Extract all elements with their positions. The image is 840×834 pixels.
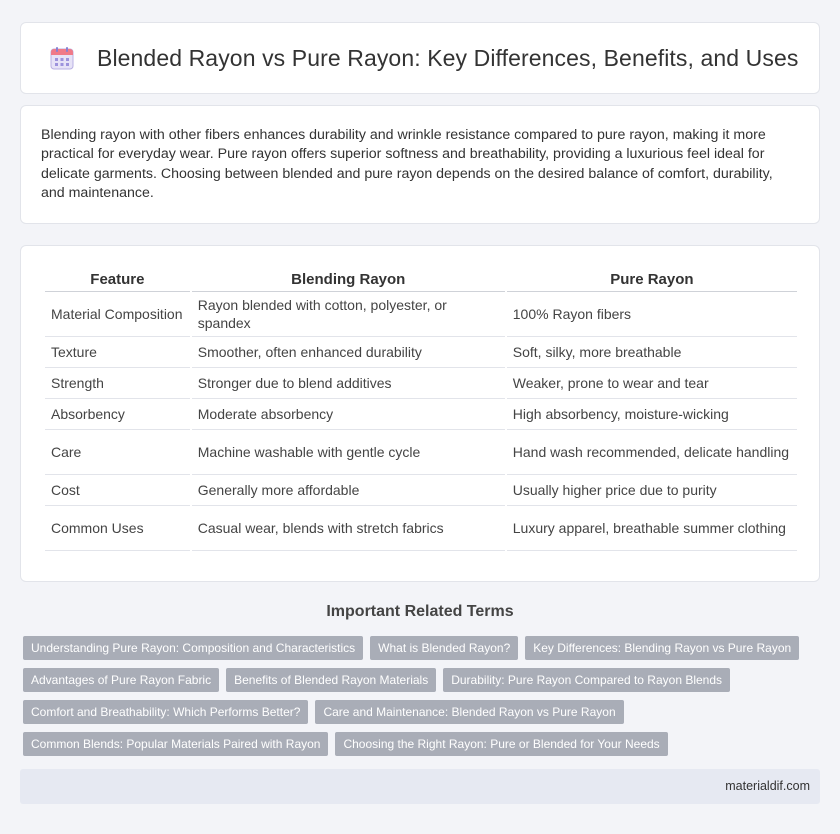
comparison-table-card: [20, 245, 820, 582]
related-term-link[interactable]: Benefits of Blended Rayon Materials: [226, 668, 436, 692]
table-row: [45, 475, 797, 506]
footer: [20, 769, 820, 804]
table-row: [45, 430, 797, 475]
related-term-link[interactable]: Comfort and Breathability: Which Performs Better?: [23, 700, 308, 724]
table-cell: Weaker, prone to wear and tear: [507, 368, 797, 399]
header-feature: Feature: [45, 266, 190, 292]
table-row: [45, 399, 797, 430]
table-row: [45, 292, 797, 337]
related-terms-title: Important Related Terms: [326, 603, 514, 620]
table-cell: Moderate absorbency: [192, 399, 505, 430]
related-term-link[interactable]: Durability: Pure Rayon Compared to Rayon Blends: [443, 668, 730, 692]
related-terms-list: [23, 636, 803, 764]
footer-site-name: materialdif.com: [725, 779, 810, 793]
header-pure-rayon: Pure Rayon: [507, 266, 797, 292]
related-term-link[interactable]: Choosing the Right Rayon: Pure or Blended for Your Needs: [335, 732, 667, 756]
table-row: [45, 368, 797, 399]
page-title: Blended Rayon vs Pure Rayon: Key Differences, Benefits, and Uses: [97, 44, 799, 71]
related-term-link[interactable]: Understanding Pure Rayon: Composition and Characteristics: [23, 636, 363, 660]
related-term-link[interactable]: Key Differences: Blending Rayon vs Pure Rayon: [525, 636, 799, 660]
table-cell: Absorbency: [45, 399, 190, 430]
table-cell: Smoother, often enhanced durability: [192, 337, 505, 368]
table-cell: Material Composition: [45, 292, 190, 337]
table-cell: Luxury apparel, breathable summer clothing: [507, 506, 797, 551]
table-cell: High absorbency, moisture-wicking: [507, 399, 797, 430]
table-cell: Cost: [45, 475, 190, 506]
table-cell: Care: [45, 430, 190, 475]
table-header-row: [45, 266, 797, 292]
intro-paragraph: Blending rayon with other fibers enhances durability and wrinkle resistance compared to pure rayon, making it more practical for everyday wear. Pure rayon offers superior softness and breathability, providing a luxurious feel ideal for delicate garments. Choosing between blended and pure rayon depends on the desired balance of comfort, durability, and maintenance.: [41, 127, 773, 202]
intro-card: [20, 105, 820, 224]
table-cell: Texture: [45, 337, 190, 368]
table-row: [45, 506, 797, 551]
table-cell: Hand wash recommended, delicate handling: [507, 430, 797, 475]
related-term-link[interactable]: What is Blended Rayon?: [370, 636, 518, 660]
table-cell: Common Uses: [45, 506, 190, 551]
table-cell: Usually higher price due to purity: [507, 475, 797, 506]
table-cell: Casual wear, blends with stretch fabrics: [192, 506, 505, 551]
related-term-link[interactable]: Care and Maintenance: Blended Rayon vs Pure Rayon: [315, 700, 623, 724]
table-cell: Machine washable with gentle cycle: [192, 430, 505, 475]
table-cell: Soft, silky, more breathable: [507, 337, 797, 368]
table-cell: Strength: [45, 368, 190, 399]
table-row: [45, 337, 797, 368]
related-term-link[interactable]: Advantages of Pure Rayon Fabric: [23, 668, 219, 692]
table-cell: Rayon blended with cotton, polyester, or spandex: [192, 292, 505, 337]
calendar-icon: [49, 45, 75, 71]
table-cell: 100% Rayon fibers: [507, 292, 797, 337]
header-blending-rayon: Blending Rayon: [192, 266, 505, 292]
comparison-table: [43, 266, 799, 551]
table-cell: Stronger due to blend additives: [192, 368, 505, 399]
related-term-link[interactable]: Common Blends: Popular Materials Paired with Rayon: [23, 732, 328, 756]
table-cell: Generally more affordable: [192, 475, 505, 506]
header-card: [20, 22, 820, 94]
